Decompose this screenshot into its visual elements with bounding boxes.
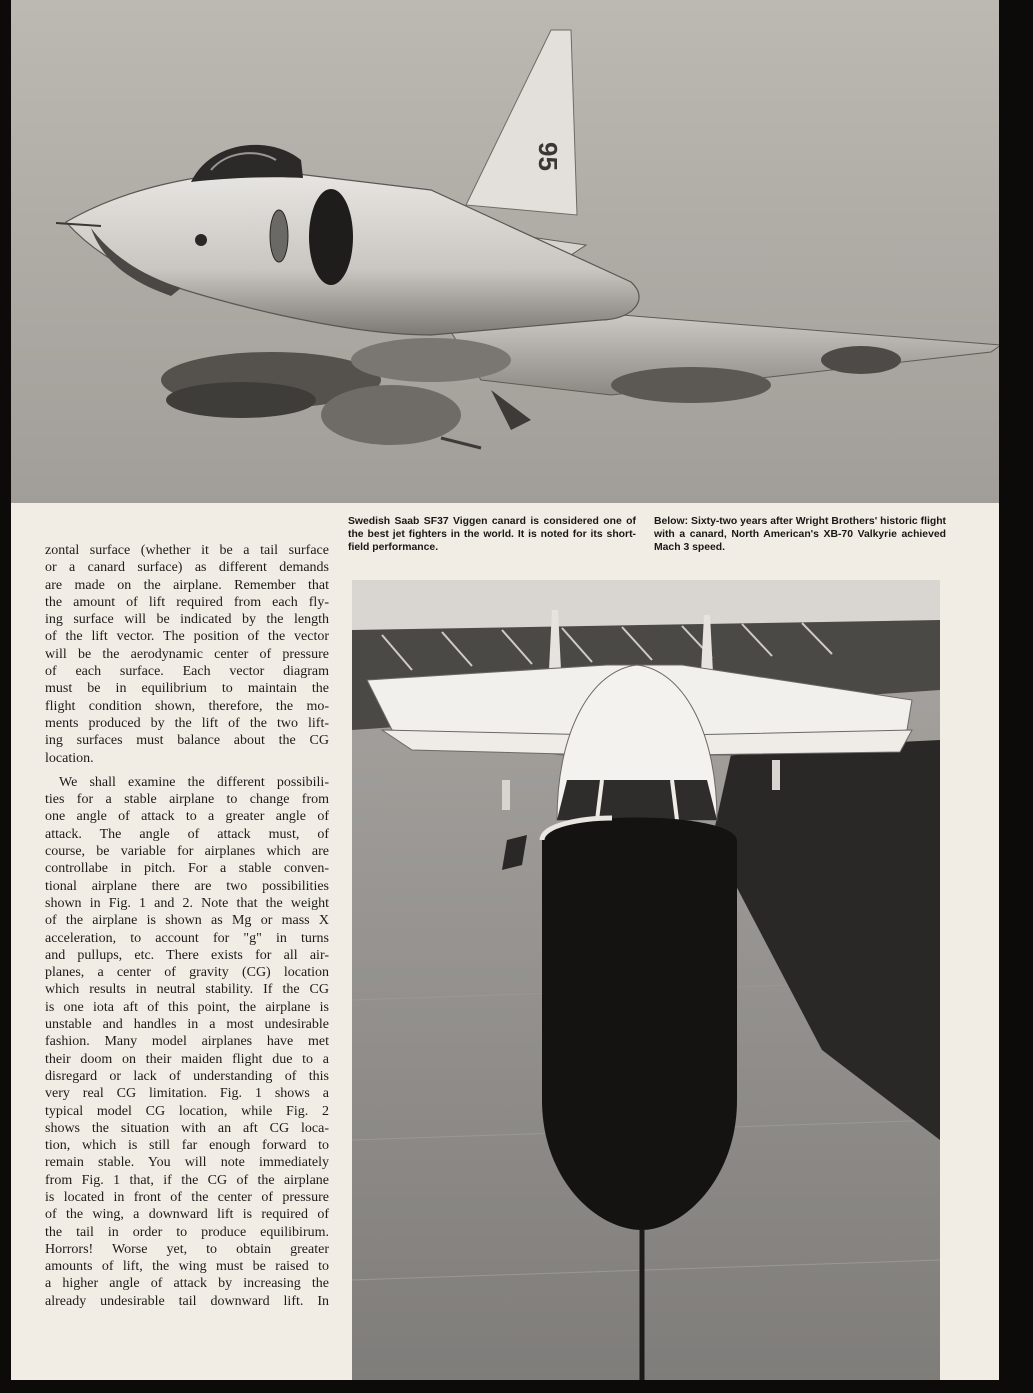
text-line: Horrors! Worse yet, to obtain greater: [45, 1241, 329, 1257]
text-line: tional airplane there are two possibilities: [45, 878, 329, 894]
text-line: course, be variable for airplanes which are: [45, 844, 329, 860]
text-line: ties for a stable airplane to change from: [45, 792, 329, 808]
text-line: which results in neutral stability. If the CG: [45, 982, 329, 998]
text-line: must be in equilibrium to maintain the: [45, 681, 329, 697]
text-line: acceleration, to account for "g" in turns: [45, 930, 329, 946]
text-line: of the wing, a downward lift is required of: [45, 1207, 329, 1223]
text-line: or a canard surface) as different demands: [45, 560, 329, 576]
text-line: unstable and handles in a most undesirable: [45, 1017, 329, 1033]
text-line: zontal surface (whether it be a tail surface: [45, 543, 329, 558]
text-line: will be the aerodynamic center of pressure: [45, 646, 329, 662]
text-line: very real CG limitation. Fig. 1 shows a: [45, 1086, 329, 1102]
text-line: shows the situation with an aft CG loca-: [45, 1120, 329, 1136]
text-line: ments produced by the lift of the two lift-: [45, 715, 329, 731]
text-line: controllabe in pitch. For a stable conven-: [45, 861, 329, 877]
valkyrie-photo: [352, 580, 940, 1380]
valkyrie-illustration: [352, 580, 940, 1380]
text-line: typical model CG location, while Fig. 2: [45, 1103, 329, 1119]
text-line: of each surface. Each vector diagram: [45, 664, 329, 680]
text-line: ing surfaces must balance about the CG: [45, 733, 329, 749]
viggen-caption: Swedish Saab SF37 Viggen canard is considered one of the best jet fighters in the world. It is noted for its short-field performance.: [348, 516, 636, 553]
text-line: attack. The angle of attack must, of: [45, 826, 329, 842]
text-line: a higher angle of attack by increasing the: [45, 1276, 329, 1292]
text-line: of the lift vector. The position of the vector: [45, 629, 329, 645]
text-line: is located in front of the center of pressure: [45, 1189, 329, 1205]
text-line: planes, a center of gravity (CG) location: [45, 965, 329, 981]
text-line: of the airplane is shown as Mg or mass X: [45, 913, 329, 929]
text-line: and pullups, etc. There exists for all air-: [45, 947, 329, 963]
text-line: amounts of lift, the wing must be raised to: [45, 1259, 329, 1275]
article-column: [45, 542, 329, 1310]
viggen-illustration: [11, 0, 999, 503]
tail-number: 95: [533, 142, 563, 171]
text-line: fashion. Many model airplanes have met: [45, 1034, 329, 1050]
text-line: from Fig. 1 that, if the CG of the airplane: [45, 1172, 329, 1188]
article-paragraph-1: [45, 542, 329, 767]
text-line: the tail in order to produce equilibirum.: [45, 1224, 329, 1240]
text-line: their doom on their maiden flight due to a: [45, 1051, 329, 1067]
viggen-photo: [11, 0, 999, 503]
text-line: already undesirable tail downward lift. In: [45, 1293, 329, 1309]
text-line: one angle of attack to a greater angle of: [45, 809, 329, 825]
article-paragraph-2: [45, 774, 329, 1310]
text-line: the amount of lift required from each fly-: [45, 594, 329, 610]
text-line: disregard or lack of understanding of this: [45, 1068, 329, 1084]
text-line: remain stable. You will note immediately: [45, 1155, 329, 1171]
text-line: ing surface will be indicated by the length: [45, 612, 329, 628]
text-line: is one iota aft of this point, the airplane is: [45, 999, 329, 1015]
text-line: location.: [45, 750, 94, 766]
text-line: We shall examine the different possibili-: [59, 774, 329, 790]
text-line: shown in Fig. 1 and 2. Note that the weight: [45, 895, 329, 911]
text-line: tion, which is still far enough forward to: [45, 1138, 329, 1154]
valkyrie-caption: Below: Sixty-two years after Wright Brothers' historic flight with a canard, North American's XB-70 Valkyrie achieved Mach 3 speed.: [654, 516, 946, 553]
text-line: are made on the airplane. Remember that: [45, 577, 329, 593]
text-line: flight condition shown, therefore, the mo-: [45, 698, 329, 714]
